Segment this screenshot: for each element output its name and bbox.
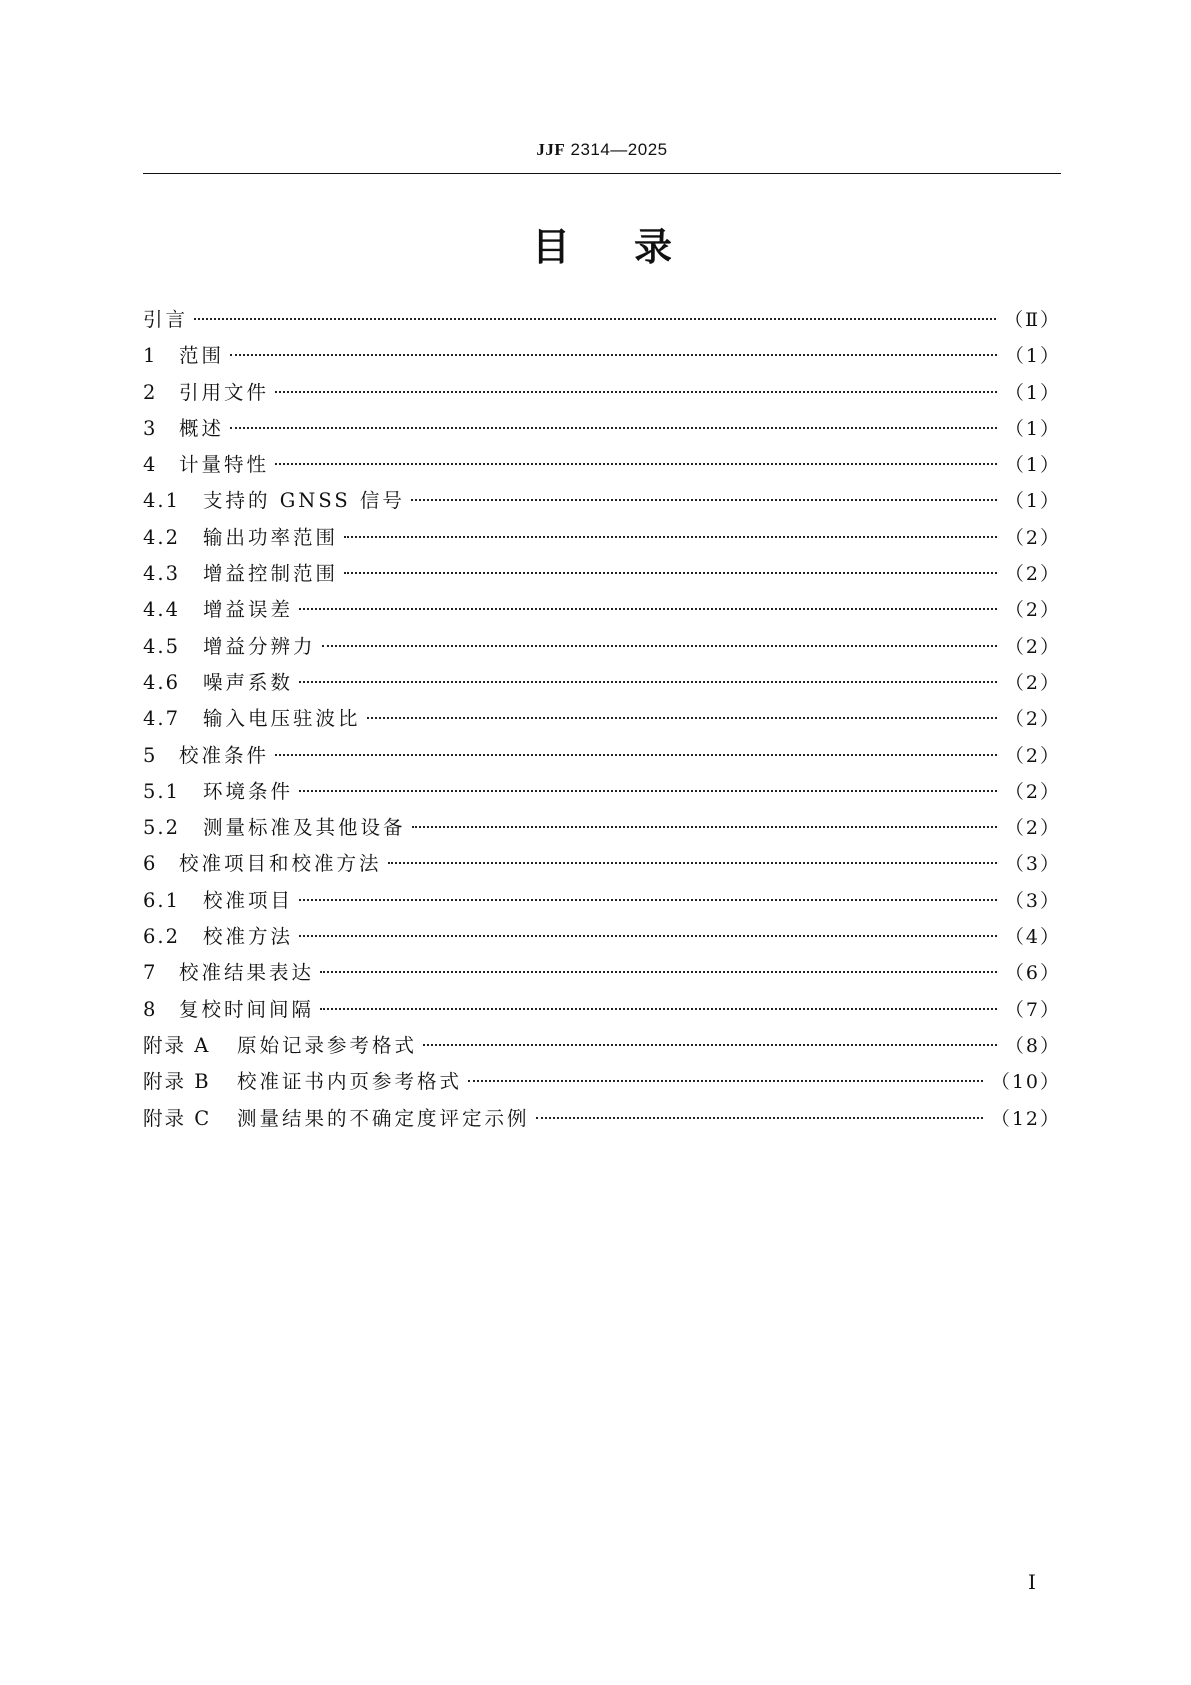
toc-entry-page: （8） [1004, 1034, 1061, 1057]
toc-entry-page: （1） [1004, 381, 1061, 404]
toc-entry-number: 4.5 [143, 634, 181, 658]
toc-entry-label: 复校时间间隔 [179, 997, 315, 1021]
toc-entry-number: 4.4 [143, 598, 181, 622]
toc-entry[interactable] [143, 411, 1061, 447]
toc-entry-number: 4 [143, 453, 157, 477]
toc-entry-page: （1） [1004, 345, 1061, 368]
toc-entry-page: （2） [1004, 599, 1061, 622]
toc-entry[interactable] [143, 665, 1061, 701]
toc-entry-label: 校准方法 [203, 925, 294, 949]
toc-dot-leader [299, 790, 997, 792]
toc-dot-leader [230, 354, 997, 356]
toc-entry[interactable] [143, 738, 1061, 774]
toc-entry-page: （2） [1004, 671, 1061, 694]
toc-entry-label: 引言 [143, 308, 189, 331]
toc-entry[interactable] [143, 556, 1061, 592]
toc-dot-leader [230, 427, 997, 429]
toc-entry-label: 输入电压驻波比 [203, 707, 361, 731]
toc-dot-leader [423, 1044, 997, 1046]
toc-entry-number: 4.6 [143, 670, 181, 694]
toc-entry-number: 6.2 [143, 925, 181, 949]
toc-dot-leader [322, 645, 997, 647]
toc-entry-number: 2 [143, 380, 157, 404]
toc-dot-leader [275, 463, 997, 465]
toc-entry-page: （10） [990, 1071, 1061, 1094]
toc-dot-leader [344, 572, 997, 574]
toc-entry[interactable] [143, 447, 1061, 483]
toc-entry-number: 附录 B [143, 1070, 211, 1094]
toc-entry-page: （1） [1004, 490, 1061, 513]
toc-dot-leader [299, 608, 997, 610]
toc-entry-label: 范围 [179, 344, 225, 368]
toc-entry[interactable] [143, 1028, 1061, 1064]
running-header [143, 140, 1061, 160]
toc-dot-leader [299, 899, 997, 901]
toc-entry-label: 测量结果的不确定度评定示例 [237, 1106, 530, 1130]
toc-entry[interactable] [143, 592, 1061, 628]
toc-entry-number: 4.7 [143, 707, 181, 731]
toc-entry[interactable] [143, 1064, 1061, 1100]
standard-code: JJF [536, 140, 566, 159]
toc-entry[interactable] [143, 846, 1061, 882]
header-rule [143, 173, 1061, 174]
toc-entry[interactable] [143, 629, 1061, 665]
toc-entry-label: 支持的 GNSS 信号 [203, 489, 405, 513]
toc-entry-number: 4.2 [143, 525, 181, 549]
toc-entry-number: 5 [143, 743, 157, 767]
toc-entry-page: （4） [1004, 926, 1061, 949]
toc-entry[interactable] [143, 774, 1061, 810]
toc-entry-number: 6 [143, 852, 157, 876]
page-number: I [1028, 1570, 1036, 1594]
toc-entry-label: 校准项目 [203, 888, 294, 912]
toc-entry[interactable] [143, 919, 1061, 955]
toc-entry-label: 计量特性 [179, 453, 270, 477]
toc-entry[interactable] [143, 375, 1061, 411]
toc-entry-page: （2） [1004, 817, 1061, 840]
toc-entry-label: 引用文件 [179, 380, 270, 404]
toc-entry-page: （12） [990, 1107, 1061, 1130]
toc-entry-page: （3） [1004, 853, 1061, 876]
toc-entry-label: 环境条件 [203, 779, 294, 803]
toc-entry-number: 4.1 [143, 489, 181, 513]
toc-dot-leader [367, 717, 997, 719]
toc-entry-page: （2） [1004, 708, 1061, 731]
toc-entry-label: 增益误差 [203, 598, 294, 622]
toc-dot-leader [275, 391, 997, 393]
toc-entry-label: 原始记录参考格式 [237, 1033, 418, 1057]
toc-entry[interactable] [143, 302, 1061, 338]
toc-dot-leader [299, 681, 997, 683]
toc-dot-leader [320, 971, 997, 973]
toc-entry[interactable] [143, 1101, 1061, 1137]
toc-entry[interactable] [143, 338, 1061, 374]
toc-entry[interactable] [143, 483, 1061, 519]
toc-entry-label: 校准结果表达 [179, 961, 315, 985]
toc-entry-page: （2） [1004, 526, 1061, 549]
toc-entry[interactable] [143, 701, 1061, 737]
toc-dot-leader [411, 499, 997, 501]
toc-dot-leader [320, 1008, 997, 1010]
toc-entry-page: （Ⅱ） [1004, 309, 1061, 331]
toc-entry-page: （2） [1004, 563, 1061, 586]
toc-dot-leader [344, 536, 997, 538]
toc-entry-label: 校准条件 [179, 743, 270, 767]
toc-entry-number: 3 [143, 416, 157, 440]
toc-dot-leader [299, 935, 997, 937]
toc-dot-leader [275, 754, 997, 756]
toc-entry-page: （3） [1004, 889, 1061, 912]
toc-entry[interactable] [143, 992, 1061, 1028]
toc-entry-page: （7） [1004, 998, 1061, 1021]
toc-entry-number: 7 [143, 961, 157, 985]
toc-dot-leader [194, 318, 996, 320]
toc-dot-leader [468, 1080, 983, 1082]
toc-entry-label: 增益分辨力 [203, 634, 316, 658]
toc-title: 目录 [531, 225, 736, 269]
toc-entry[interactable] [143, 810, 1061, 846]
toc-entry-label: 校准证书内页参考格式 [237, 1070, 463, 1094]
toc-entry-label: 测量标准及其他设备 [203, 816, 406, 840]
toc-entry-label: 输出功率范围 [203, 525, 339, 549]
toc-entry[interactable] [143, 520, 1061, 556]
toc-dot-leader [536, 1117, 983, 1119]
toc-entry-number: 附录 C [143, 1106, 212, 1130]
toc-entry-label: 增益控制范围 [203, 562, 339, 586]
table-of-contents [143, 302, 1061, 1137]
toc-entry-label: 校准项目和校准方法 [179, 852, 382, 876]
toc-entry-number: 1 [143, 344, 157, 368]
toc-entry[interactable] [143, 955, 1061, 991]
toc-entry-page: （1） [1004, 417, 1061, 440]
toc-entry-number: 4.3 [143, 562, 181, 586]
toc-entry-number: 8 [143, 997, 157, 1021]
toc-entry-number: 5.2 [143, 816, 181, 840]
toc-entry-number: 附录 A [143, 1033, 211, 1057]
toc-dot-leader [388, 862, 997, 864]
toc-entry-page: （1） [1004, 454, 1061, 477]
toc-entry-page: （2） [1004, 635, 1061, 658]
toc-entry-label: 噪声系数 [203, 670, 294, 694]
toc-entry[interactable] [143, 883, 1061, 919]
toc-entry-page: （2） [1004, 744, 1061, 767]
toc-entry-number: 5.1 [143, 779, 181, 803]
toc-entry-page: （6） [1004, 962, 1061, 985]
toc-entry-page: （2） [1004, 780, 1061, 803]
toc-dot-leader [412, 826, 997, 828]
standard-number: 2314—2025 [570, 140, 668, 159]
toc-entry-label: 概述 [179, 416, 225, 440]
toc-entry-number: 6.1 [143, 888, 181, 912]
